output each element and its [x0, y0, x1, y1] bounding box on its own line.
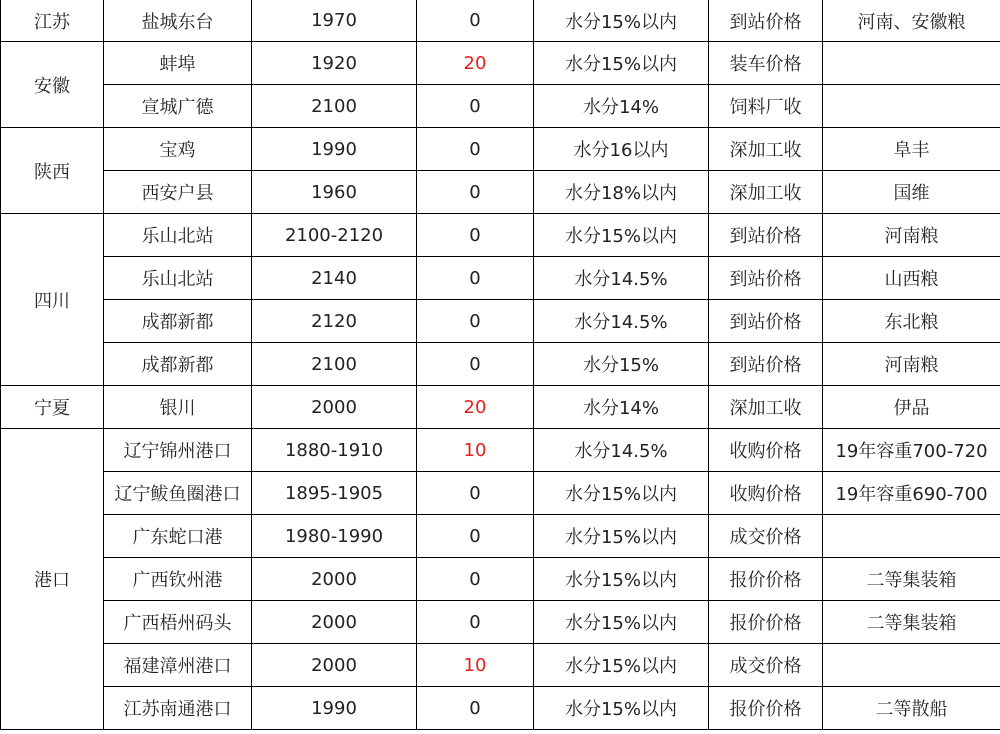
- price-cell: 1970: [252, 0, 417, 42]
- location-cell: 广东蛇口港: [104, 515, 252, 558]
- price-change-cell: 0: [417, 300, 534, 343]
- table-row: [1, 128, 1000, 171]
- price-type-cell: 报价价格: [709, 687, 823, 730]
- price-cell: 2000: [252, 601, 417, 644]
- table-row: [1, 257, 1000, 300]
- price-type-cell: 到站价格: [709, 257, 823, 300]
- location-cell: 乐山北站: [104, 257, 252, 300]
- note-cell: 二等散船: [823, 687, 1000, 730]
- price-change-cell: 10: [417, 644, 534, 687]
- moisture-cell: 水分15%以内: [534, 687, 709, 730]
- moisture-cell: 水分14.5%: [534, 257, 709, 300]
- price-cell: 2000: [252, 558, 417, 601]
- province-cell: 宁夏: [1, 386, 104, 429]
- table-row: [1, 214, 1000, 257]
- table-row: [1, 386, 1000, 429]
- moisture-cell: 水分15%以内: [534, 644, 709, 687]
- province-cell: 安徽: [1, 42, 104, 128]
- table-row: [1, 300, 1000, 343]
- price-cell: 1990: [252, 687, 417, 730]
- price-type-cell: 成交价格: [709, 644, 823, 687]
- moisture-cell: 水分14.5%: [534, 429, 709, 472]
- price-change-cell: 0: [417, 214, 534, 257]
- location-cell: 福建漳州港口: [104, 644, 252, 687]
- table-row: [1, 343, 1000, 386]
- location-cell: 盐城东台: [104, 0, 252, 42]
- price-cell: 2100: [252, 85, 417, 128]
- location-cell: 广西钦州港: [104, 558, 252, 601]
- price-change-cell: 20: [417, 42, 534, 85]
- table-row: [1, 42, 1000, 85]
- location-cell: 银川: [104, 386, 252, 429]
- price-cell: 1880-1910: [252, 429, 417, 472]
- moisture-cell: 水分15%以内: [534, 42, 709, 85]
- location-cell: 宣城广德: [104, 85, 252, 128]
- province-cell: 陕西: [1, 128, 104, 214]
- location-cell: 乐山北站: [104, 214, 252, 257]
- price-type-cell: 报价价格: [709, 601, 823, 644]
- note-cell: 19年容重700-720: [823, 429, 1000, 472]
- price-change-cell: 0: [417, 343, 534, 386]
- table-row: [1, 558, 1000, 601]
- price-cell: 1920: [252, 42, 417, 85]
- price-type-cell: 收购价格: [709, 429, 823, 472]
- note-cell: 二等集装箱: [823, 601, 1000, 644]
- moisture-cell: 水分14.5%: [534, 300, 709, 343]
- moisture-cell: 水分15%以内: [534, 214, 709, 257]
- table-row: [1, 472, 1000, 515]
- location-cell: 西安户县: [104, 171, 252, 214]
- moisture-cell: 水分16以内: [534, 128, 709, 171]
- price-cell: 2140: [252, 257, 417, 300]
- note-cell: [823, 85, 1000, 128]
- note-cell: 河南粮: [823, 343, 1000, 386]
- province-cell: 江苏: [1, 0, 104, 42]
- price-type-cell: 报价价格: [709, 558, 823, 601]
- price-type-cell: 装车价格: [709, 42, 823, 85]
- moisture-cell: 水分15%以内: [534, 515, 709, 558]
- moisture-cell: 水分15%以内: [534, 558, 709, 601]
- note-cell: 山西粮: [823, 257, 1000, 300]
- price-cell: 2000: [252, 644, 417, 687]
- price-type-cell: 成交价格: [709, 515, 823, 558]
- moisture-cell: 水分18%以内: [534, 171, 709, 214]
- price-change-cell: 0: [417, 257, 534, 300]
- moisture-cell: 水分15%: [534, 343, 709, 386]
- price-cell: 1895-1905: [252, 472, 417, 515]
- price-type-cell: 到站价格: [709, 343, 823, 386]
- price-cell: 1990: [252, 128, 417, 171]
- price-change-cell: 0: [417, 687, 534, 730]
- note-cell: 河南、安徽粮: [823, 0, 1000, 42]
- table-row: [1, 515, 1000, 558]
- moisture-cell: 水分15%以内: [534, 472, 709, 515]
- price-type-cell: 深加工收: [709, 128, 823, 171]
- table-row: [1, 85, 1000, 128]
- price-type-cell: 深加工收: [709, 386, 823, 429]
- note-cell: 河南粮: [823, 214, 1000, 257]
- price-cell: 1960: [252, 171, 417, 214]
- price-change-cell: 0: [417, 128, 534, 171]
- price-cell: 1980-1990: [252, 515, 417, 558]
- price-change-cell: 10: [417, 429, 534, 472]
- table-row: [1, 171, 1000, 214]
- price-cell: 2120: [252, 300, 417, 343]
- moisture-cell: 水分14%: [534, 386, 709, 429]
- moisture-cell: 水分15%以内: [534, 0, 709, 42]
- price-type-cell: 收购价格: [709, 472, 823, 515]
- note-cell: [823, 644, 1000, 687]
- location-cell: 江苏南通港口: [104, 687, 252, 730]
- province-cell: 港口: [1, 429, 104, 730]
- price-type-cell: 到站价格: [709, 214, 823, 257]
- location-cell: 成都新都: [104, 300, 252, 343]
- note-cell: 19年容重690-700: [823, 472, 1000, 515]
- note-cell: 阜丰: [823, 128, 1000, 171]
- moisture-cell: 水分14%: [534, 85, 709, 128]
- location-cell: 辽宁鲅鱼圈港口: [104, 472, 252, 515]
- note-cell: [823, 42, 1000, 85]
- price-cell: 2000: [252, 386, 417, 429]
- price-change-cell: 0: [417, 515, 534, 558]
- price-cell: 2100: [252, 343, 417, 386]
- moisture-cell: 水分15%以内: [534, 601, 709, 644]
- location-cell: 蚌埠: [104, 42, 252, 85]
- price-cell: 2100-2120: [252, 214, 417, 257]
- price-change-cell: 0: [417, 171, 534, 214]
- note-cell: 东北粮: [823, 300, 1000, 343]
- price-change-cell: 0: [417, 601, 534, 644]
- price-change-cell: 20: [417, 386, 534, 429]
- table-row: [1, 0, 1000, 42]
- price-type-cell: 到站价格: [709, 300, 823, 343]
- price-type-cell: 到站价格: [709, 0, 823, 42]
- price-change-cell: 0: [417, 558, 534, 601]
- province-cell: 四川: [1, 214, 104, 386]
- table-row: [1, 644, 1000, 687]
- table-row: [1, 687, 1000, 730]
- location-cell: 辽宁锦州港口: [104, 429, 252, 472]
- price-change-cell: 0: [417, 472, 534, 515]
- location-cell: 宝鸡: [104, 128, 252, 171]
- note-cell: [823, 515, 1000, 558]
- location-cell: 成都新都: [104, 343, 252, 386]
- note-cell: 国维: [823, 171, 1000, 214]
- price-type-cell: 深加工收: [709, 171, 823, 214]
- price-type-cell: 饲料厂收: [709, 85, 823, 128]
- location-cell: 广西梧州码头: [104, 601, 252, 644]
- note-cell: 伊品: [823, 386, 1000, 429]
- price-change-cell: 0: [417, 0, 534, 42]
- table-row: [1, 601, 1000, 644]
- price-change-cell: 0: [417, 85, 534, 128]
- table-row: [1, 429, 1000, 472]
- note-cell: 二等集装箱: [823, 558, 1000, 601]
- table-body: [1, 0, 1000, 730]
